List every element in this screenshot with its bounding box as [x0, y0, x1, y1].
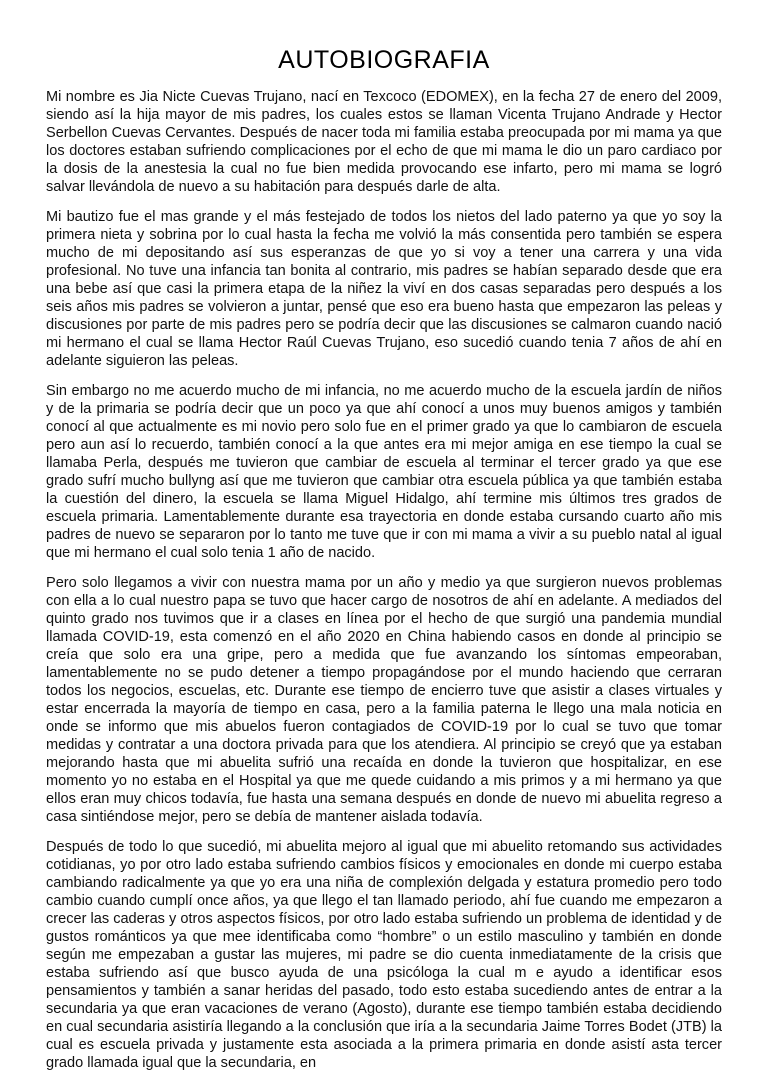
paragraph-3: Sin embargo no me acuerdo mucho de mi infancia, no me acuerdo mucho de la escuela jardín de niños y de la primaria se podría decir que un poco ya que ahí conocí a unos muy buenos amigos y también conocí al que actualmente es mi novio pero solo fue en el primer grado ya que lo cambiaron de escuela pero aun así lo recuerdo, también conocí a la que antes era mi mejor amiga en ese tiempo la cual se llamaba Perla, después me tuvieron que cambiar de escuela al terminar el tercer grado ya que ese grado sufrí mucho bullyng así que me tuvieron que cambiar otra escuela pública ya que también estaba la cuestión del dinero, la escuela se llama Miguel Hidalgo, ahí termine mis últimos tres grados de escuela primaria. Lamentablemente durante esa trayectoria en donde estaba cursando cuarto año mis padres de nuevo se separaron por lo tanto me tuve que ir con mi mama a vivir a su pueblo natal al igual que mi hermano el cual solo tenia 1 año de nacido. [46, 383, 722, 561]
paragraph-2: Mi bautizo fue el mas grande y el más festejado de todos los nietos del lado paterno ya que yo soy la primera nieta y sobrina por lo cual hasta la fecha me volvió la más consentida pero también se espera mucho de mi depositando así sus esperanzas de que yo si voy a tener una carrera y una vida profesional. No tuve una infancia tan bonita al contrario, mis padres se habían separado desde que era una bebe así que casi la primera etapa de la niñez la viví en dos casas separadas pero después a los seis años mis padres se volvieron a juntar, pensé que eso era bueno hasta que empezaron las peleas y discusiones por parte de mis padres pero se podría decir que las discusiones se calmaron cuando nació mi hermano el cual se llama Hector Raúl Cuevas Trujano, eso sucedió cuando tenia 7 años de ahí en adelante siguieron las peleas. [46, 209, 722, 369]
paragraph-5: Después de todo lo que sucedió, mi abuelita mejoro al igual que mi abuelito retomando sus actividades cotidianas, yo por otro lado estaba sufriendo cambios físicos y emocionales en donde mi cuerpo estaba cambiando radicalmente ya que yo era una niña de complexión delgada y estatura promedio pero todo cambio cuando cumplí once años, ya que llego el tan llamado periodo, ahí fue cuando me empezaron a crecer las caderas y otros aspectos físicos, por otro lado estaba sufriendo un problema de identidad y de gustos románticos ya que mee identificaba como “hombre” o un estilo masculino y también en donde según me empezaban a gustar las mujeres, mi padre se dio cuenta inmediatamente de la crisis que estaba sufriendo así que busco ayuda de una psicóloga la cual m e ayudo a identificar esos pensamientos y también a sanar heridas del pasado, todo esto estaba sucediendo antes de entrar a la secundaria ya que eran vacaciones de verano (Agosto), durante ese tiempo también estaba decidiendo en cual secundaria asistiría llegando a la conclusión que iría a la secundaria Jaime Torres Bodet (JTB) la cual es escuela privada y justamente esta asociada a la primera primaria en donde asistí asta tercer grado llamada igual que la secundaria, en [46, 839, 722, 1071]
document-body [46, 88, 722, 1084]
document-title: AUTOBIOGRAFIA [278, 46, 490, 74]
paragraph-1: Mi nombre es Jia Nicte Cuevas Trujano, nací en Texcoco (EDOMEX), en la fecha 27 de enero del 2009, siendo así la hija mayor de mis padres, los cuales estos se llaman Vicenta Trujano Andrade y Hector Serbellon Cuevas Cervantes. Después de nacer toda mi familia estaba preocupada por mi mama ya que los doctores estaban sufriendo complicaciones por el echo de que mi mama le dio un paro cardiaco por la dosis de la anestesia la cual no fue bien medida provocando ese infarto, pero mi mama se logró salvar llevándola de nuevo a su habitación para después darle de alta. [46, 89, 722, 195]
paragraph-4: Pero solo llegamos a vivir con nuestra mama por un año y medio ya que surgieron nuevos problemas con ella a lo cual nuestro papa se tuvo que hacer cargo de nosotros de ahí en adelante. A mediados del quinto grado nos tuvimos que ir a clases en línea por el hecho de que surgió una pandemia mundial llamada COVID-19, esta comenzó en el año 2020 en China habiendo casos en donde al principio se creía que solo era una gripe, pero a medida que fue avanzando los síntomas empeoraban, lamentablemente no se pudo detener a tiempo propagándose por el mundo haciendo que cerraran todos los negocios, escuelas, etc. Durante ese tiempo de encierro tuve que asistir a clases virtuales y estar encerrada la mayoría de tiempo en casa, pero a la familia paterna le llego una mala noticia en onde se informo que mis abuelos fueron contagiados de COVID-19 por lo cual se tuvo que tomar medidas y contratar a una doctora privada para que los atendiera. Al principio se creyó que ya estaban mejorando hasta que mi abuelita sufrió una recaída en donde la tuvieron que hospitalizar, en ese momento yo no estaba en el Hospital ya que me quede cuidando a mis primos y a mi hermano ya que ellos eran muy chicos todavía, fue hasta una semana después en donde de nuevo mi abuelita regreso a casa sintiéndose mejor, pero se debía de mantener aislada todavía. [46, 575, 722, 825]
